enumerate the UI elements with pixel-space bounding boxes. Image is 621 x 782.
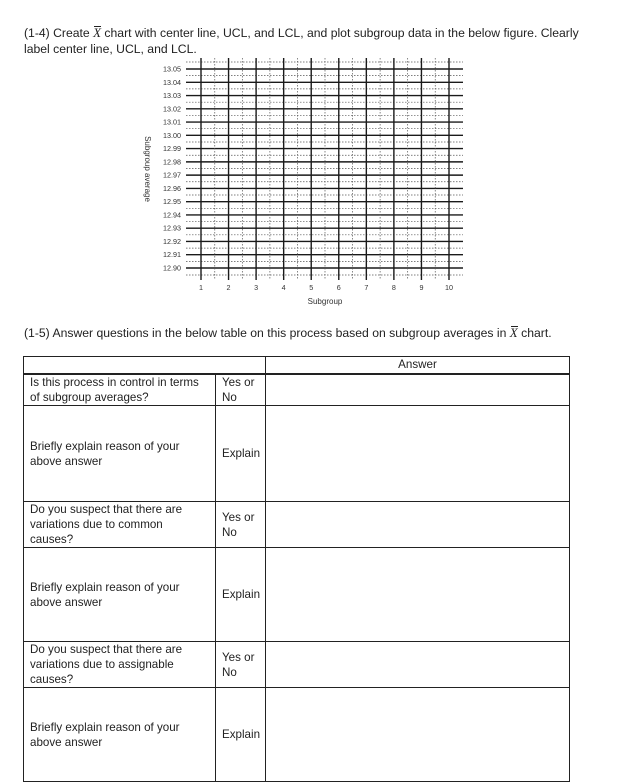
question-cell: Briefly explain reason of your above answer — [24, 688, 216, 782]
type-cell: Explain — [216, 548, 266, 642]
x-tick-label: 6 — [336, 283, 341, 292]
y-tick-labels — [163, 65, 181, 273]
table-row — [24, 688, 570, 782]
y-tick-label: 12.96 — [163, 183, 181, 193]
y-tick-label: 13.01 — [163, 117, 181, 127]
y-tick-label: 12.99 — [163, 144, 181, 154]
x-tick-label: 5 — [309, 283, 314, 292]
y-tick-label: 12.92 — [163, 236, 181, 246]
question-cell: Briefly explain reason of your above answer — [24, 406, 216, 502]
y-axis-label: Subgroup average — [143, 136, 152, 202]
type-cell: Yes or No — [216, 642, 266, 688]
y-tick-label: 12.98 — [163, 157, 181, 167]
answer-cell[interactable] — [266, 642, 570, 688]
answer-cell[interactable] — [266, 406, 570, 502]
x-tick-label: 3 — [254, 283, 259, 292]
x-tick-label: 2 — [226, 283, 231, 292]
y-tick-label: 12.97 — [163, 170, 181, 180]
answer-cell[interactable] — [266, 548, 570, 642]
question-1-5-text — [24, 325, 604, 341]
x-tick-label: 4 — [281, 283, 286, 292]
y-tick-label: 13.05 — [163, 64, 181, 74]
type-cell: Explain — [216, 688, 266, 782]
x-tick-label: 10 — [445, 283, 453, 292]
y-tick-label: 12.90 — [163, 263, 181, 273]
y-tick-label: 12.95 — [163, 197, 181, 207]
question-cell: Is this process in control in terms of subgroup averages? — [24, 374, 216, 406]
x-tick-label: 7 — [364, 283, 369, 292]
y-tick-label: 13.02 — [163, 104, 181, 114]
y-tick-label: 12.94 — [163, 210, 181, 220]
xbar-symbol-2: X — [509, 325, 518, 340]
x-tick-labels — [199, 283, 453, 292]
y-tick-label: 13.00 — [163, 130, 181, 140]
y-tick-label: 13.03 — [163, 91, 181, 101]
answer-cell[interactable] — [266, 374, 570, 406]
table-row — [24, 548, 570, 642]
y-tick-label: 12.93 — [163, 223, 181, 233]
chart-grid — [186, 58, 463, 280]
xbar-symbol: X — [93, 25, 102, 40]
table-header-row — [24, 357, 570, 374]
table-row — [24, 374, 570, 406]
x-tick-label: 9 — [419, 283, 424, 292]
question-1-5-prefix: (1-5) Answer questions in the below table on this process based on subgroup averages in — [24, 326, 510, 340]
answer-cell[interactable] — [266, 688, 570, 782]
question-cell: Do you suspect that there are variations due to common causes? — [24, 502, 216, 548]
question-cell: Do you suspect that there are variations due to assignable causes? — [24, 642, 216, 688]
xbar-chart — [0, 0, 621, 320]
answer-header: Answer — [266, 357, 570, 374]
x-axis-label: Subgroup — [307, 297, 343, 306]
type-cell: Explain — [216, 406, 266, 502]
question-1-4-prefix: (1-4) Create — [24, 26, 94, 40]
y-tick-label: 13.04 — [163, 77, 181, 87]
table-row — [24, 502, 570, 548]
type-cell: Yes or No — [216, 374, 266, 406]
x-tick-label: 8 — [391, 283, 396, 292]
x-tick-label: 1 — [199, 283, 203, 292]
y-tick-label: 12.91 — [163, 250, 181, 260]
question-1-5-suffix: chart. — [517, 326, 552, 340]
question-1-4-suffix: chart with center line, UCL, and LCL, and plot subgroup data in the below figure. Clearly label center line, UCL, and LCL. — [24, 26, 579, 56]
type-cell: Yes or No — [216, 502, 266, 548]
table-row — [24, 642, 570, 688]
answer-table — [23, 356, 570, 782]
table-row — [24, 406, 570, 502]
header-blank-cell — [24, 357, 266, 374]
answer-cell[interactable] — [266, 502, 570, 548]
question-cell: Briefly explain reason of your above answer — [24, 548, 216, 642]
